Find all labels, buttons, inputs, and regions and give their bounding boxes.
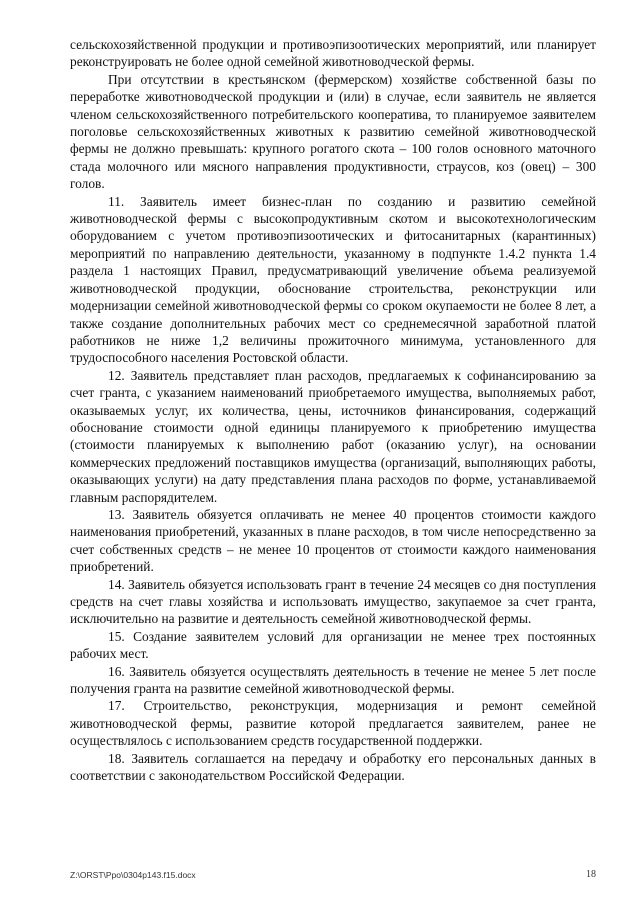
paragraph-item-15: 15. Создание заявителем условий для организации не менее трех постоянных рабочих мест. — [70, 628, 596, 662]
file-path: Z:\ORST\Ppo\0304p143.f15.docx — [70, 870, 196, 880]
paragraph-continuation: сельскохозяйственной продукции и противоэпизоотических мероприятий, или планирует реконструировать не более одной семейной животноводческой фермы. — [70, 37, 596, 70]
paragraph-item-14: 14. Заявитель обязуется использовать грант в течение 24 месяцев со дня поступления средств на счет главы хозяйства и использовать имущество, закупаемое за счет гранта, исключительно на развитие и деятельность семейной животноводческой фермы. — [70, 576, 596, 627]
paragraph-item-16: 16. Заявитель обязуется осуществлять деятельность в течение не менее 5 лет после получения гранта на развитие семейной животноводческой фермы. — [70, 663, 596, 697]
page-number: 18 — [586, 869, 596, 880]
paragraph-farm-base: При отсутствии в крестьянском (фермерском) хозяйстве собственной базы по переработке животноводческой продукции и (или) в случае, если заявитель не является членом сельскохозяйственного потребительского кооператива, то планируемое заявителем поголовье сельскохозяйственных животных к развитию семейной животноводческой фермы не должно превышать: крупного рогатого скота – 100 голов основного маточного стада молочного или мясного направления продуктивности, страусов, коз (овец) – 300 голов. — [70, 71, 596, 192]
paragraph-item-18: 18. Заявитель соглашается на передачу и обработку его персональных данных в соответствии с законодательством Российской Федерации. — [70, 750, 596, 784]
paragraph-item-11: 11. Заявитель имеет бизнес-план по созданию и развитию семейной животноводческой фермы с высокопродуктивным скотом и высокотехнологическим оборудованием с учетом противоэпизоотических и фитосанитарных (карантинных) мероприятий по направлению деятельности, указанному в подпункте 1.4.2 пункта 1.4 раздела 1 настоящих Правил, предусматривающий увеличение объема реализуемой животноводческой продукции, обоснование строительства, реконструкции или модернизации семейной животноводческой фермы со сроком окупаемости не более 8 лет, а также создание дополнительных рабочих мест со среднемесячной заработной платой работников не ниже 1,2 величины прожиточного минимума, установленного для трудоспособного населения Ростовской области. — [70, 193, 596, 366]
paragraph-item-12: 12. Заявитель представляет план расходов, предлагаемых к софинансированию за счет гранта, с указанием наименований приобретаемого имущества, выполняемых работ, оказываемых услуг, их количества, цены, источников финансирования, содержащий обоснование стоимости одной единицы планируемого к приобретению имущества (стоимости планируемых к выполнению работ (оказанию услуг), на основании коммерческих предложений поставщиков имущества (организаций, выполняющих работы, оказывающих услуги) на дату представления плана расходов по форме, устанавливаемой главным распорядителем. — [70, 367, 596, 505]
paragraph-item-17: 17. Строительство, реконструкция, модернизация и ремонт семейной животноводческой фермы, развитие которой предлагается заявителем, ранее не осуществлялось с использованием средств государственной поддержки. — [70, 698, 596, 749]
document-body — [70, 36, 596, 784]
paragraph-item-13: 13. Заявитель обязуется оплачивать не менее 40 процентов стоимости каждого наименования приобретений, указанных в плане расходов, в том числе непосредственно за счет собственных средств – не менее 10 процентов от стоимости каждого наименования приобретений. — [70, 506, 596, 575]
